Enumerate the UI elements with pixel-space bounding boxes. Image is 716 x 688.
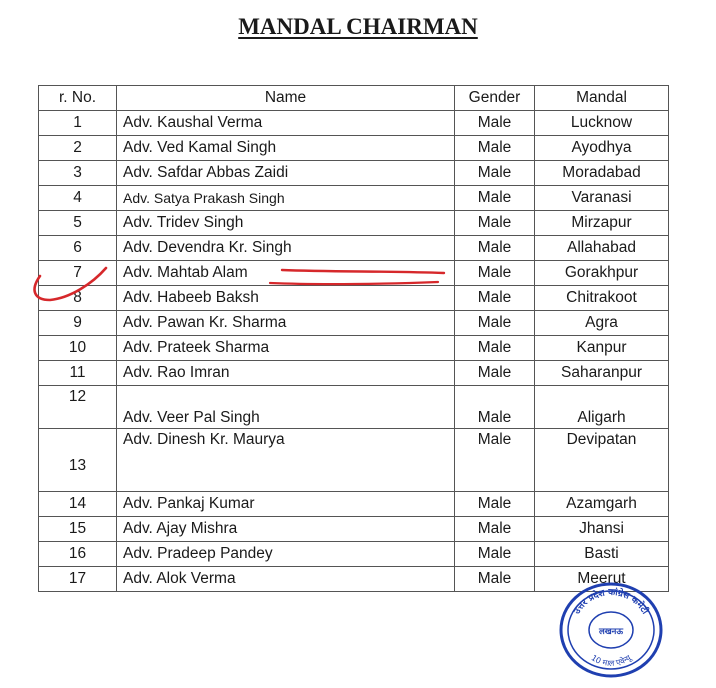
mandal-cell: Basti — [535, 542, 669, 567]
serial-cell: 10 — [39, 336, 117, 361]
serial-cell: 4 — [39, 186, 117, 211]
gender-cell: Male — [455, 161, 535, 186]
table-row — [39, 161, 669, 186]
name-cell: Adv. Ved Kamal Singh — [117, 136, 455, 161]
gender-cell: Male — [455, 542, 535, 567]
name-cell: Adv. Mahtab Alam — [117, 261, 455, 286]
serial-cell: 13 — [39, 429, 117, 492]
name-cell: Adv. Dinesh Kr. Maurya — [117, 429, 455, 492]
serial-cell: 12 — [39, 386, 117, 429]
table-row — [39, 517, 669, 542]
gender-cell: Male — [455, 136, 535, 161]
name-cell: Adv. Veer Pal Singh — [117, 386, 455, 429]
serial-cell: 15 — [39, 517, 117, 542]
table-row — [39, 111, 669, 136]
name-cell: Adv. Ajay Mishra — [117, 517, 455, 542]
mandal-cell: Chitrakoot — [535, 286, 669, 311]
gender-cell: Male — [455, 386, 535, 429]
serial-cell: 5 — [39, 211, 117, 236]
gender-cell: Male — [455, 336, 535, 361]
table-row — [39, 286, 669, 311]
serial-cell: 16 — [39, 542, 117, 567]
name-cell: Adv. Pankaj Kumar — [117, 492, 455, 517]
header-mandal: Mandal — [535, 86, 669, 111]
name-cell: Adv. Pradeep Pandey — [117, 542, 455, 567]
gender-cell: Male — [455, 111, 535, 136]
header-serial: r. No. — [39, 86, 117, 111]
mandal-cell: Saharanpur — [535, 361, 669, 386]
gender-cell: Male — [455, 286, 535, 311]
table-row — [39, 236, 669, 261]
seal-bottom-text: 10 माल एवेन्यू — [589, 653, 633, 668]
header-gender: Gender — [455, 86, 535, 111]
serial-cell: 17 — [39, 567, 117, 592]
document-title — [0, 14, 716, 40]
table-header-row — [39, 86, 669, 111]
seal-outer-text: उत्तर प्रदेश कांग्रेस कमेटी — [572, 587, 650, 617]
header-name: Name — [117, 86, 455, 111]
name-cell: Adv. Devendra Kr. Singh — [117, 236, 455, 261]
table-row — [39, 492, 669, 517]
name-cell: Adv. Safdar Abbas Zaidi — [117, 161, 455, 186]
table-row — [39, 336, 669, 361]
name-cell: Adv. Tridev Singh — [117, 211, 455, 236]
table-row — [39, 211, 669, 236]
table-row — [39, 186, 669, 211]
gender-cell: Male — [455, 261, 535, 286]
mandal-chairman-table — [38, 85, 669, 592]
serial-cell: 6 — [39, 236, 117, 261]
serial-cell: 9 — [39, 311, 117, 336]
mandal-cell: Kanpur — [535, 336, 669, 361]
table-row — [39, 261, 669, 286]
gender-cell: Male — [455, 567, 535, 592]
serial-cell: 2 — [39, 136, 117, 161]
gender-cell: Male — [455, 361, 535, 386]
serial-cell: 8 — [39, 286, 117, 311]
name-cell: Adv. Alok Verma — [117, 567, 455, 592]
mandal-cell: Mirzapur — [535, 211, 669, 236]
table-row — [39, 429, 669, 492]
name-cell: Adv. Prateek Sharma — [117, 336, 455, 361]
gender-cell: Male — [455, 429, 535, 492]
name-cell: Adv. Kaushal Verma — [117, 111, 455, 136]
table-row — [39, 542, 669, 567]
gender-cell: Male — [455, 311, 535, 336]
serial-cell: 7 — [39, 261, 117, 286]
mandal-cell: Ayodhya — [535, 136, 669, 161]
mandal-cell: Varanasi — [535, 186, 669, 211]
document-title-text: MANDAL CHAIRMAN — [238, 14, 478, 39]
gender-cell: Male — [455, 236, 535, 261]
serial-cell: 11 — [39, 361, 117, 386]
name-text: Adv. Satya Prakash Singh — [123, 189, 285, 206]
mandal-cell: Aligarh — [535, 386, 669, 429]
name-cell: Adv. Habeeb Baksh — [117, 286, 455, 311]
serial-cell: 3 — [39, 161, 117, 186]
mandal-cell: Devipatan — [535, 429, 669, 492]
mandal-cell: Jhansi — [535, 517, 669, 542]
office-seal-stamp — [556, 578, 666, 680]
gender-cell: Male — [455, 186, 535, 211]
table-row — [39, 361, 669, 386]
mandal-cell: Meerut — [535, 567, 669, 592]
mandal-cell: Allahabad — [535, 236, 669, 261]
gender-cell: Male — [455, 517, 535, 542]
serial-cell: 14 — [39, 492, 117, 517]
seal-center-text: लखनऊ — [598, 627, 624, 637]
gender-cell: Male — [455, 492, 535, 517]
name-cell — [117, 186, 455, 211]
table-row — [39, 311, 669, 336]
name-cell: Adv. Pawan Kr. Sharma — [117, 311, 455, 336]
name-cell: Adv. Rao Imran — [117, 361, 455, 386]
serial-cell: 1 — [39, 111, 117, 136]
mandal-cell: Azamgarh — [535, 492, 669, 517]
mandal-cell: Agra — [535, 311, 669, 336]
mandal-cell: Gorakhpur — [535, 261, 669, 286]
mandal-cell: Moradabad — [535, 161, 669, 186]
table-row — [39, 386, 669, 429]
gender-cell: Male — [455, 211, 535, 236]
mandal-cell: Lucknow — [535, 111, 669, 136]
table-row — [39, 136, 669, 161]
